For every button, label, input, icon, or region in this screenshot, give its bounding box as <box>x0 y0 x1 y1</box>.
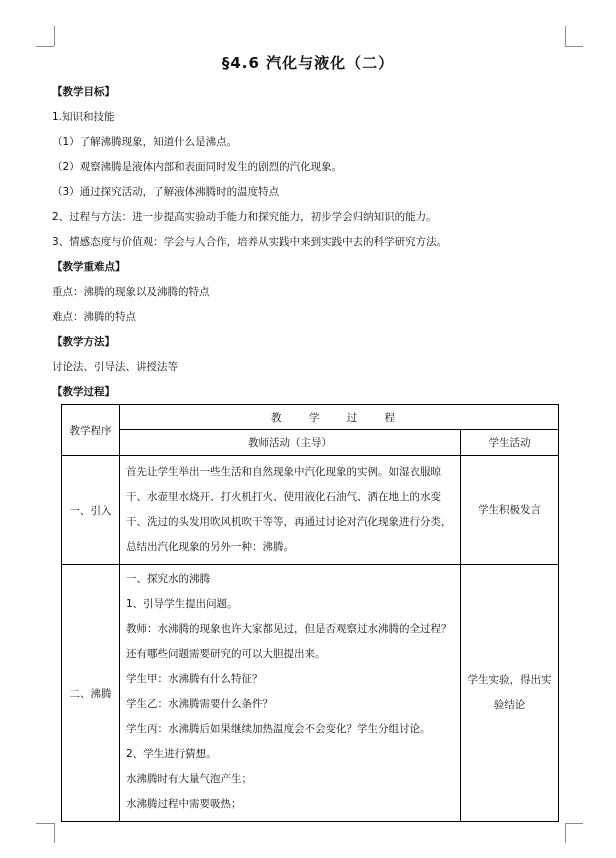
teacher-line: 学生甲：水沸腾有什么特征？ <box>126 673 263 685</box>
teacher-line: 水沸腾过程中需要吸热； <box>126 798 242 810</box>
teacher-line: 学生丙：水沸腾后如果继续加热温度会不会变化？学生分组讨论。 <box>126 723 431 735</box>
step-label: 一、引入 <box>62 456 120 565</box>
methods-heading: 【教学方法】 <box>52 336 115 348</box>
student-activity-text: 学生积极发言 <box>478 503 541 516</box>
crop-mark-bottom-left <box>54 823 55 843</box>
teacher-line: 学生乙：水沸腾需要什么条件？ <box>126 698 273 710</box>
process-heading: 【教学过程】 <box>52 386 115 398</box>
methods-text: 讨论法、引导法、讲授法等 <box>52 361 178 373</box>
goal-process-methods: 2、过程与方法：进一步提高实验动手能力和探究能力，初步学会归纳知识的能力。 <box>52 211 437 223</box>
goal-item: （1）了解沸腾现象，知道什么是沸点。 <box>52 136 238 148</box>
header-teacher-activity: 教师活动（主导） <box>120 430 461 456</box>
crop-mark-top-right <box>565 46 583 47</box>
goal-attitudes: 3、情感态度与价值观：学会与人合作，培养从实践中来到实践中去的科学研究方法。 <box>52 236 448 248</box>
keypoints-heading: 【教学重难点】 <box>52 261 126 273</box>
teacher-line: 一、探究水的沸腾 <box>126 573 210 585</box>
key-point: 重点：沸腾的现象以及沸腾的特点 <box>52 286 210 298</box>
crop-mark-top-left <box>36 46 54 47</box>
table-row <box>62 565 559 822</box>
crop-mark-bottom-left <box>36 823 54 824</box>
header-process: 教 学 过 程 <box>120 405 559 430</box>
teaching-process-table <box>61 404 559 822</box>
crop-mark-top-left <box>54 26 55 46</box>
page-title: §4.6 汽化与液化（二） <box>221 54 395 72</box>
goal-knowledge: 1.知识和技能 <box>52 111 115 123</box>
teacher-activity-cell <box>120 456 461 565</box>
teacher-line: 1、引导学生提出问题。 <box>126 598 238 610</box>
goals-heading: 【教学目标】 <box>52 86 115 98</box>
step-label: 二、沸腾 <box>62 565 120 822</box>
goal-item: （2）观察沸腾是液体内部和表面同时发生的剧烈的汽化现象。 <box>52 161 343 173</box>
crop-mark-bottom-right <box>565 823 566 843</box>
crop-mark-bottom-right <box>565 823 583 824</box>
teacher-activity-cell <box>120 565 461 822</box>
teacher-line: 水沸腾时有大量气泡产生； <box>126 773 252 785</box>
header-procedure: 教学程序 <box>62 405 120 456</box>
student-activity-cell <box>461 456 559 565</box>
difficult-point: 难点：沸腾的特点 <box>52 311 136 323</box>
student-activity-text: 学生实验，得出实验结论 <box>467 674 552 711</box>
teacher-line: 教师：水沸腾的现象也许大家都见过，但是否观察过水沸腾的全过程？还有哪些问题需要研究的可以大胆提出来。 <box>126 623 452 660</box>
student-activity-cell <box>461 565 559 822</box>
table-row <box>62 456 559 565</box>
teacher-line: 2、学生进行猜想。 <box>126 748 217 760</box>
goal-item: （3）通过探究活动，了解液体沸腾时的温度特点 <box>52 186 280 198</box>
teacher-activity-text: 首先让学生举出一些生活和自然现象中汽化现象的实例。如湿衣服晾干、水壶里水烧开、打火机打火、使用液化石油气、洒在地上的水变干、洗过的头发用吹风机吹干等等，再通过讨论对汽化现象进行分类，总结出汽化现象的另外一种：沸腾。 <box>126 466 452 553</box>
crop-mark-top-right <box>565 26 566 46</box>
header-student-activity: 学生活动 <box>461 430 559 456</box>
